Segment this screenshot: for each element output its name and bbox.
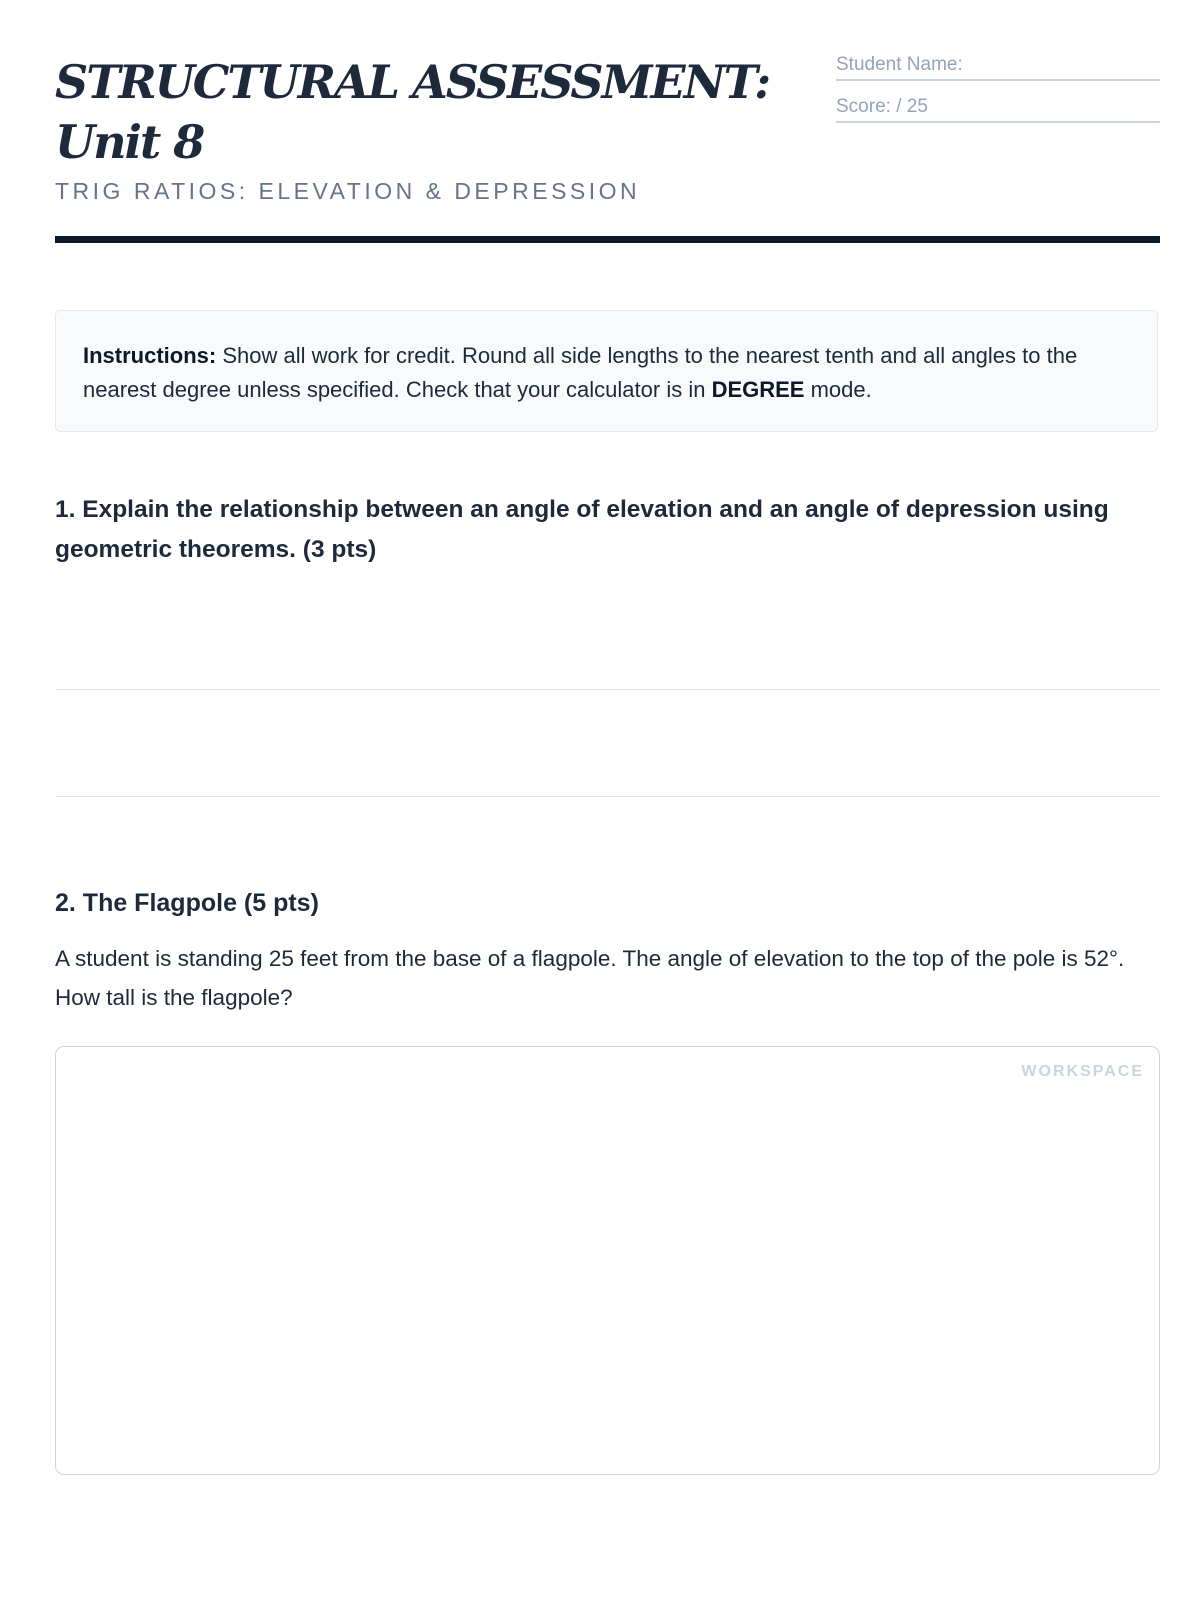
answer-line-1[interactable] (55, 689, 1160, 690)
student-name-field[interactable]: Student Name: (836, 52, 1160, 81)
question-1-heading: 1. Explain the relationship between an angle of elevation and an angle of depression using geometric theorems. (3 pts) (55, 496, 1109, 563)
answer-line-2[interactable] (55, 796, 1160, 797)
instructions-box (55, 310, 1158, 432)
workspace-label: WORKSPACE (1021, 1063, 1144, 1080)
student-info (836, 52, 1160, 136)
page-subtitle: TRIG RATIOS: ELEVATION & DEPRESSION (55, 178, 641, 204)
header-divider (55, 236, 1160, 243)
score-field: Score: / 25 (836, 94, 1160, 123)
instructions-text: Show all work for credit. Round all side lengths to the nearest tenth and all angles to the nearest degree unless specified. Check that your calculator is in (83, 343, 1078, 402)
instructions-text-end: mode. (804, 377, 872, 402)
page-title: STRUCTURAL ASSESSMENT: Unit 8 (55, 55, 770, 169)
worksheet-header (55, 0, 1160, 245)
question-2-text: A student is standing 25 feet from the base of a flagpole. The angle of elevation to the top of the pole is 52°. How tall is the flagpole? (55, 946, 1125, 1010)
instructions-label: Instructions: (83, 343, 217, 368)
question-2-heading: 2. The Flagpole (5 pts) (55, 889, 319, 917)
workspace-box[interactable] (55, 1046, 1160, 1475)
worksheet-page (55, 0, 1160, 1080)
instructions-emphasis: DEGREE (711, 377, 805, 402)
